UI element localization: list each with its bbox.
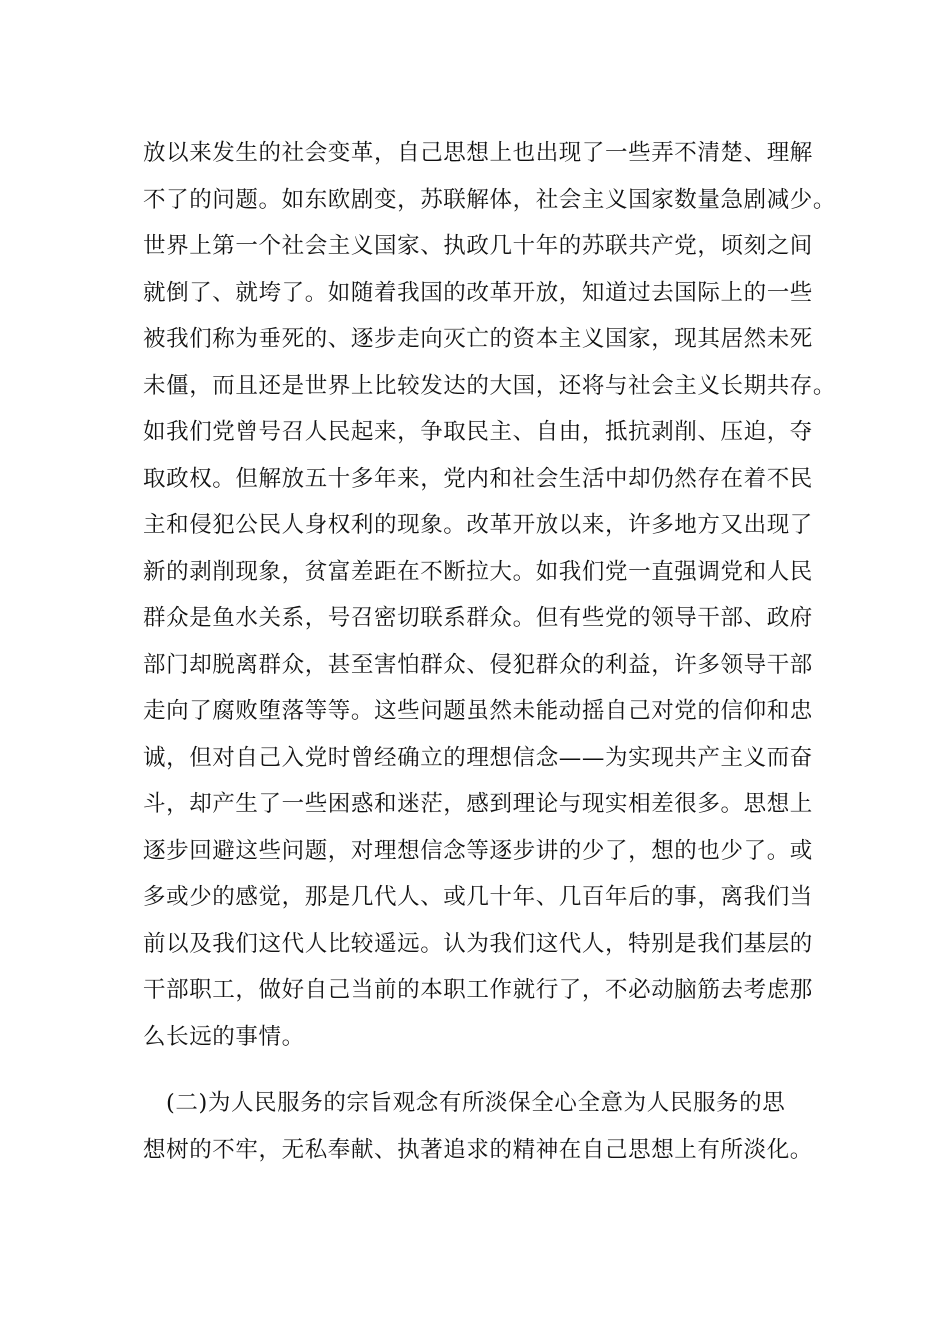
text-line: 就倒了、就垮了。如随着我国的改革开放，知道过去国际上的一些 bbox=[143, 279, 813, 306]
text-line: 前以及我们这代人比较遥远。认为我们这代人，特别是我们基层的 bbox=[143, 930, 813, 957]
text-line: 主和侵犯公民人身权利的现象。改革开放以来，许多地方又出现了 bbox=[143, 512, 813, 538]
text-line: 诚，但对自己入党时曾经确立的理想信念——为实现共产主义而奋 bbox=[143, 744, 813, 771]
text-line: 多或少的感觉，那是几代人、或几十年、几百年后的事，离我们当 bbox=[143, 884, 813, 910]
body-text bbox=[143, 130, 837, 1173]
paragraph-2 bbox=[143, 1080, 823, 1173]
text-line: 么长远的事情。 bbox=[143, 1023, 305, 1050]
text-line: 走向了腐败堕落等等。这些问题虽然未能动摇自己对党的信仰和忠 bbox=[143, 698, 813, 724]
text-line: 部门却脱离群众，甚至害怕群众、侵犯群众的利益，许多领导干部 bbox=[143, 651, 813, 678]
text-line: 放以来发生的社会变革，自己思想上也出现了一些弄不清楚、理解 bbox=[143, 140, 813, 166]
text-line: 取政权。但解放五十多年来，党内和社会生活中却仍然存在着不民 bbox=[143, 465, 813, 492]
text-line: 群众是鱼水关系，号召密切联系群众。但有些党的领导干部、政府 bbox=[143, 605, 813, 631]
text-line: 想树的不牢，无私奉献、执著追求的精神在自己思想上有所淡化。 bbox=[143, 1136, 813, 1163]
text-line: 被我们称为垂死的、逐步走向灭亡的资本主义国家，现其居然未死 bbox=[143, 326, 813, 352]
text-line: 逐步回避这些问题，对理想信念等逐步讲的少了，想的也少了。或 bbox=[143, 837, 813, 864]
paragraph-1 bbox=[143, 130, 837, 1060]
text-line: 世界上第一个社会主义国家、执政几十年的苏联共产党，顷刻之间 bbox=[143, 233, 813, 259]
text-line: (二)为人民服务的宗旨观念有所淡保全心全意为人民服务的思 bbox=[166, 1090, 786, 1116]
paragraph-gap bbox=[143, 1060, 823, 1080]
text-line: 斗，却产生了一些困惑和迷茫，感到理论与现实相差很多。思想上 bbox=[143, 791, 813, 817]
text-line: 未僵，而且还是世界上比较发达的大国，还将与社会主义长期共存。 bbox=[143, 372, 837, 399]
text-line: 不了的问题。如东欧剧变，苏联解体，社会主义国家数量急剧减少。 bbox=[143, 186, 837, 213]
text-line: 新的剥削现象，贫富差距在不断拉大。如我们党一直强调党和人民 bbox=[143, 558, 813, 585]
text-line: 干部职工，做好自己当前的本职工作就行了，不必动脑筋去考虑那 bbox=[143, 977, 813, 1003]
text-line: 如我们党曾号召人民起来，争取民主、自由，抵抗剥削、压迫，夺 bbox=[143, 419, 813, 445]
